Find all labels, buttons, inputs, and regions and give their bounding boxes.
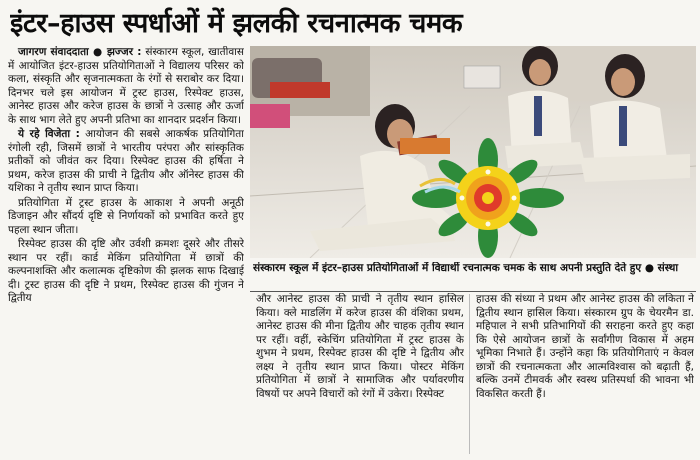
column-3-text: हाउस की संध्या ने प्रथम और आनेस्ट हाउस की लकिता ने द्वितीय स्थान हासिल किया। संस्कारम ग्रुप के चेयरमैन डा. महिपाल ने सभी प्रतिभागियों की सराहना करते हुए कहा कि ऐसे आयोजन छात्रों के सर्वांगीण विकास में अहम भूमिका निभाते हैं। उन्होंने कहा कि प्रतियोगिताएं न केवल छात्रों की रचनात्मकता और आत्मविश्वास को बढ़ाती हैं, बल्कि उनमें टीमवर्क और स्वस्थ प्रतिस्पर्धा की भावना भी विकसित करती हैं। (476, 293, 694, 400)
column-divider (469, 294, 470, 454)
article-column-2 (256, 293, 464, 456)
lead-paragraph: संस्कारम स्कूल, खातीवास में आयोजित इंटर-हाउस प्रतियोगिताओं ने विद्यालय परिसर को कला, संस्कृति और सृजनात्मकता के रंगों से सराबोर कर दिया। दिनभर चले इस आयोजन में ट्रस्ट हाउस, रिस्पेक्ट हाउस, आनेस्ट हाउस और करेज हाउस के छात्रों ने उत्साह और ऊर्जा के साथ भाग लेते हुए अपनी प्रतिभा का शानदार प्रदर्शन किया। (8, 46, 244, 126)
paragraph-2: आयोजन की सबसे आकर्षक प्रतियोगिता रंगोली रही, जिसमें छात्रों ने भारतीय परंपरा और सांस्कृतिक प्रतीकों को जीवंत कर दिया। रिस्पेक्ट हाउस की हर्षिता ने प्रथम, करेज हाउस की प्राची ने द्वितीय और ऑनेस्ट हाउस की यशिका ने तृतीय स्थान प्राप्त किया। (8, 128, 244, 194)
photo-caption: संस्कारम स्कूल में इंटर–हाउस प्रतियोगिताओं में विद्यार्थी रचनात्मक चमक के साथ अपनी प्रस्तुति देते हुए ● संस्था (253, 262, 679, 274)
news-photo (250, 46, 696, 258)
subhead-winners: ये रहे विजेता : (18, 128, 80, 140)
paragraph-4: रिस्पेक्ट हाउस की दृष्टि और उर्वशी क्रमशः दूसरे और तीसरे स्थान पर रहीं। कार्ड मेकिंग प्रतियोगिता में छात्रों की कल्पनाशक्ति और कलात्मक दृष्टिकोण की झलक साफ दिखाई दी। ट्रस्ट हाउस की दृष्टि ने प्रथम, रिस्पेक्ट हाउस की गुंजन ने द्वितीय (8, 238, 244, 304)
paragraph-3: प्रतियोगिता में ट्रस्ट हाउस के आकाश ने अपनी अनूठी डिजाइन और सौंदर्य दृष्टि से निर्णायकों को प्रभावित करते हुए पहला स्थान जीता। (8, 196, 244, 236)
caption-divider (250, 291, 696, 292)
photo-illustration (250, 46, 696, 258)
byline: जागरण संवाददाता ● झज्जर : (18, 46, 142, 58)
article-column-3 (476, 293, 694, 456)
headline: इंटर–हाउस स्पर्धाओं में झलकी रचनात्मक चमक (10, 8, 463, 39)
column-2-text: और आनेस्ट हाउस की प्राची ने तृतीय स्थान हासिल किया। क्ले माडलिंग में करेज हाउस की वंशिका प्रथम, आनेस्ट हाउस की मीना द्वितीय और चाहक तृतीय स्थान पर रहीं। वहीं, स्केचिंग प्रतियोगिता में ट्रस्ट हाउस के शुभम ने प्रथम, रिस्पेक्ट हाउस की दृष्टि ने द्वितीय और लक्ष्य ने तृतीय स्थान प्राप्त किया। पोस्टर मेकिंग प्रतियोगिता में छात्रों ने सामाजिक और पर्यावरणीय विषयों पर अपने विचारों को रंगों में उकेरा। रिस्पेक्ट (256, 293, 464, 400)
article-column-1 (8, 46, 244, 456)
